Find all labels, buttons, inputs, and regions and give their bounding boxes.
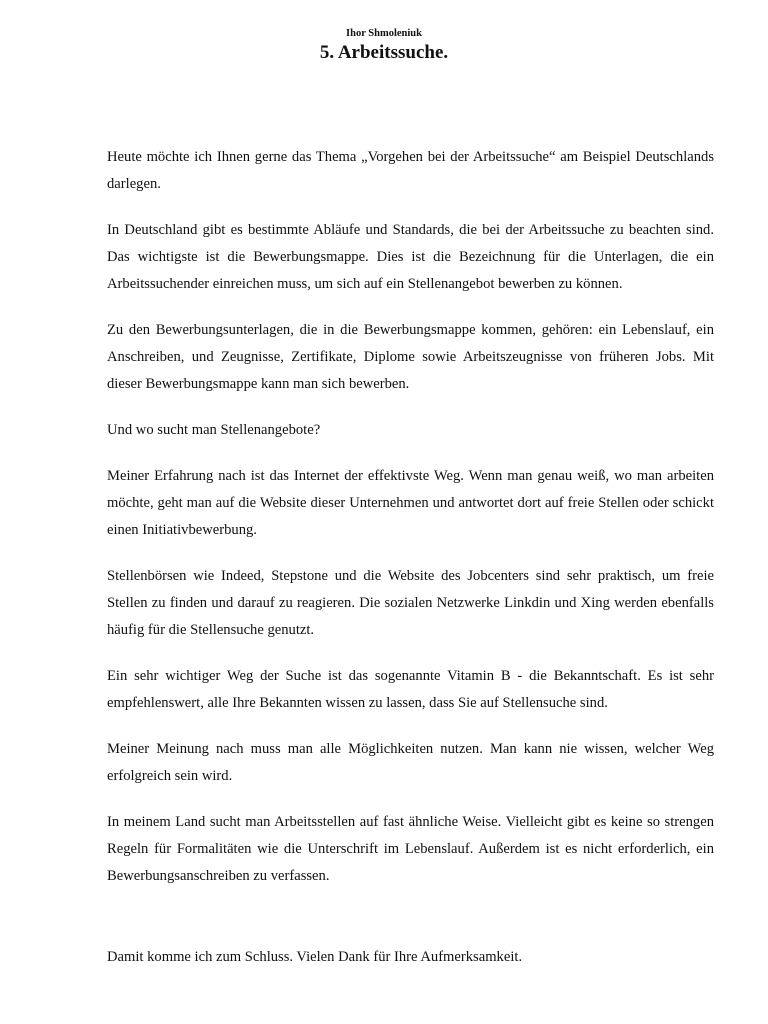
paragraph-mein-land: In meinem Land sucht man Arbeitsstellen auf fast ähnliche Weise. Vielleicht gibt es keine so strengen Regeln für Formalitäten wie die Unterschrift im Lebenslauf. Außerdem ist es nicht erforderlich, ein Bewerbungsanschreiben zu verfassen.	[107, 814, 714, 884]
document-title: 5. Arbeitssuche.	[319, 42, 449, 63]
paragraph-internet: Meiner Erfahrung nach ist das Internet der effektivste Weg. Wenn man genau weiß, wo man arbeiten möchte, geht man auf die Website dieser Unternehmen und antwortet dort auf freie Stellen oder schickt einen Initiativbewerbung.	[107, 468, 714, 538]
paragraph-question: Und wo sucht man Stellenangebote?	[107, 422, 321, 438]
paragraph-stellenboersen: Stellenbörsen wie Indeed, Stepstone und die Website des Jobcenters sind sehr praktisch, um freie Stellen zu finden und darauf zu reagieren. Die sozialen Netzwerke Linkdin und Xing werden ebenfalls häufig für die Stellensuche genutzt.	[107, 568, 714, 638]
paragraph-intro: Heute möchte ich Ihnen gerne das Thema „Vorgehen bei der Arbeitssuche“ am Beispiel Deutschlands darlegen.	[107, 149, 714, 192]
paragraph-vitamin-b: Ein sehr wichtiger Weg der Suche ist das sogenannte Vitamin B - die Bekanntschaft. Es ist sehr empfehlenswert, alle Ihre Bekannten wissen zu lassen, dass Sie auf Stellensuche sind.	[107, 668, 714, 711]
paragraph-unterlagen: Zu den Bewerbungsunterlagen, die in die Bewerbungsmappe kommen, gehören: ein Lebenslauf, ein Anschreiben, und Zeugnisse, Zertifikate, Diplome sowie Arbeitszeugnisse von früheren Jobs. Mit dieser Bewerbungsmappe kann man sich bewerben.	[107, 322, 714, 392]
author-name: Ihor Shmoleniuk	[346, 28, 422, 39]
paragraph-schluss: Damit komme ich zum Schluss. Vielen Dank für Ihre Aufmerksamkeit.	[107, 949, 523, 965]
paragraph-bewerbungsmappe: In Deutschland gibt es bestimmte Abläufe und Standards, die bei der Arbeitssuche zu beachten sind. Das wichtigste ist die Bewerbungsmappe. Dies ist die Bezeichnung für die Unterlagen, die ein Arbeitssuchender einreichen muss, um sich auf ein Stellenangebot bewerben zu können.	[107, 222, 714, 292]
paragraph-meinung: Meiner Meinung nach muss man alle Möglichkeiten nutzen. Man kann nie wissen, welcher Weg erfolgreich sein wird.	[107, 741, 714, 784]
document-body	[107, 144, 714, 990]
